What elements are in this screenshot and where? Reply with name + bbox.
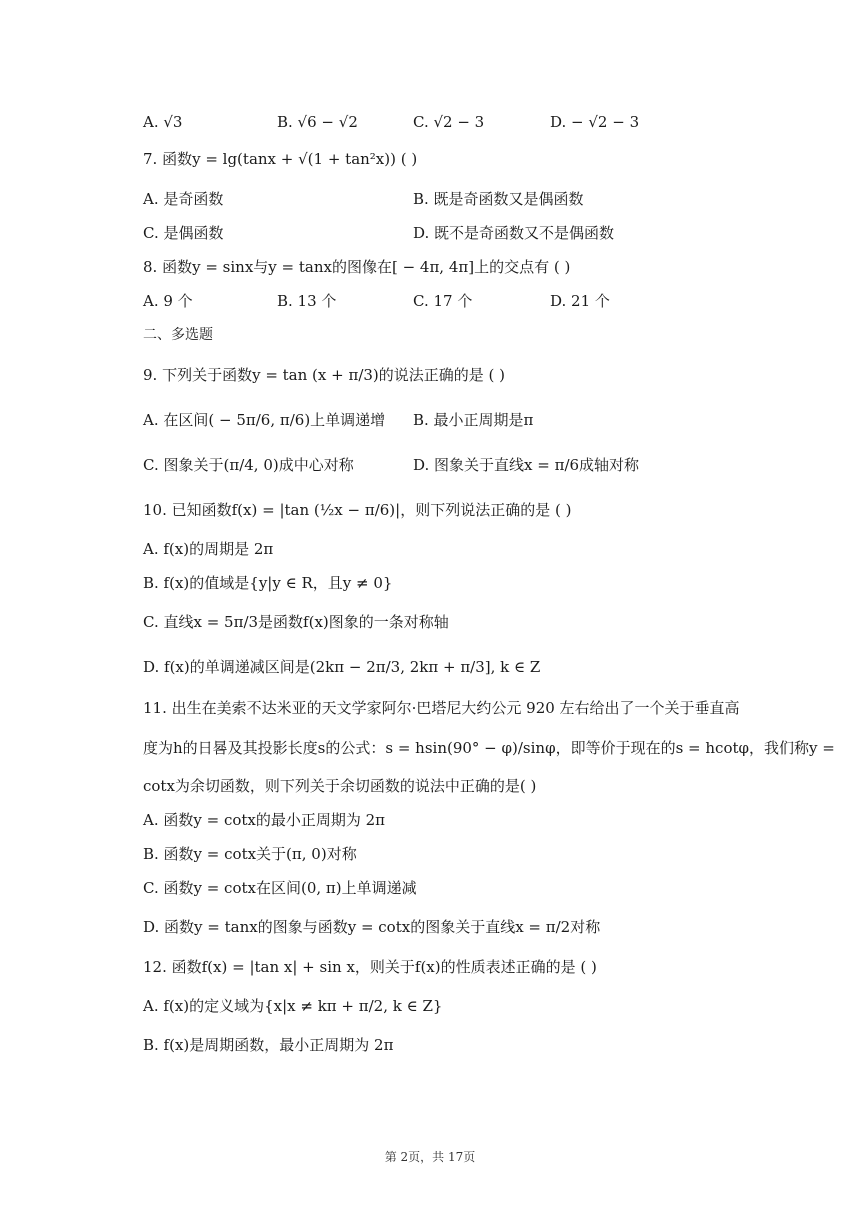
q9-option-c: C. 图象关于(π/4, 0)成中心对称 [143,456,354,474]
q9-options-row2 [143,455,763,475]
q10-option-b: B. f(x)的值域是{y|y ∈ R，且y ≠ 0} [143,574,393,592]
q10-option-c: C. 直线x = 5π/3是函数f(x)图象的一条对称轴 [143,613,449,631]
q9-option-b: B. 最小正周期是π [413,411,534,429]
q6-option-c: C. √2 − 3 [413,113,485,131]
q7-option-d: D. 既不是奇函数又不是偶函数 [413,224,615,242]
q11-option-b: B. 函数y = cotx关于(π, 0)对称 [143,845,357,863]
q12-stem: 12. 函数f(x) = |tan x| + sin x，则关于f(x)的性质表述正确的是 ( ) [143,958,597,976]
q11-stem-line1: 11. 出生在美索不达米亚的天文学家阿尔·巴塔尼大约公元 920 左右给出了一个关于垂直高 [143,699,740,717]
q6-option-a: A. √3 [143,113,183,131]
q9-option-a: A. 在区间( − 5π/6, π/6)上单调递增 [143,411,386,429]
q8-option-b: B. 13 个 [277,292,337,310]
q10-option-d: D. f(x)的单调递减区间是(2kπ − 2π/3, 2kπ + π/3], k ∈ Z [143,658,541,676]
q8-stem: 8. 函数y = sinx与y = tanx的图像在[ − 4π, 4π]上的交点有 ( ) [143,258,571,276]
q7-options-row2 [143,223,763,243]
q10-stem: 10. 已知函数f(x) = |tan (½x − π/6)|，则下列说法正确的是 ( ) [143,501,572,519]
q7-option-a: A. 是奇函数 [143,190,224,208]
q7-options-row1 [143,189,763,209]
q11-stem-line3: cotx为余切函数，则下列关于余切函数的说法中正确的是( ) [143,777,537,795]
q11-option-c: C. 函数y = cotx在区间(0, π)上单调递减 [143,879,417,897]
q12-option-a: A. f(x)的定义域为{x|x ≠ kπ + π/2, k ∈ Z} [143,997,443,1015]
q12-option-b: B. f(x)是周期函数，最小正周期为 2π [143,1036,394,1054]
q9-options-row1 [143,410,763,430]
q8-option-c: C. 17 个 [413,292,473,310]
q11-option-d: D. 函数y = tanx的图象与函数y = cotx的图象关于直线x = π/2对称 [143,918,601,936]
q9-stem: 9. 下列关于函数y = tan (x + π/3)的说法正确的是 ( ) [143,366,506,384]
q6-option-b: B. √6 − √2 [277,113,358,131]
q8-option-a: A. 9 个 [143,292,193,310]
q8-options [143,291,763,311]
q7-stem: 7. 函数y = lg(tanx + √(1 + tan²x)) ( ) [143,150,418,168]
q7-option-b: B. 既是奇函数又是偶函数 [413,190,584,208]
q7-option-c: C. 是偶函数 [143,224,224,242]
q6-option-d: D. − √2 − 3 [550,113,640,131]
q6-options [143,112,763,132]
q8-option-d: D. 21 个 [550,292,610,310]
page-footer: 第 2页，共 17页 [384,1150,476,1164]
q10-option-a: A. f(x)的周期是 2π [143,540,274,558]
q11-option-a: A. 函数y = cotx的最小正周期为 2π [143,811,386,829]
q11-stem-line2: 度为h的日晷及其投影长度s的公式：s = hsin(90° − φ)/sinφ，即等价于现在的s = hcotφ，我们称y = [143,739,835,757]
q9-option-d: D. 图象关于直线x = π/6成轴对称 [413,456,640,474]
section-title: 二、多选题 [143,327,213,343]
